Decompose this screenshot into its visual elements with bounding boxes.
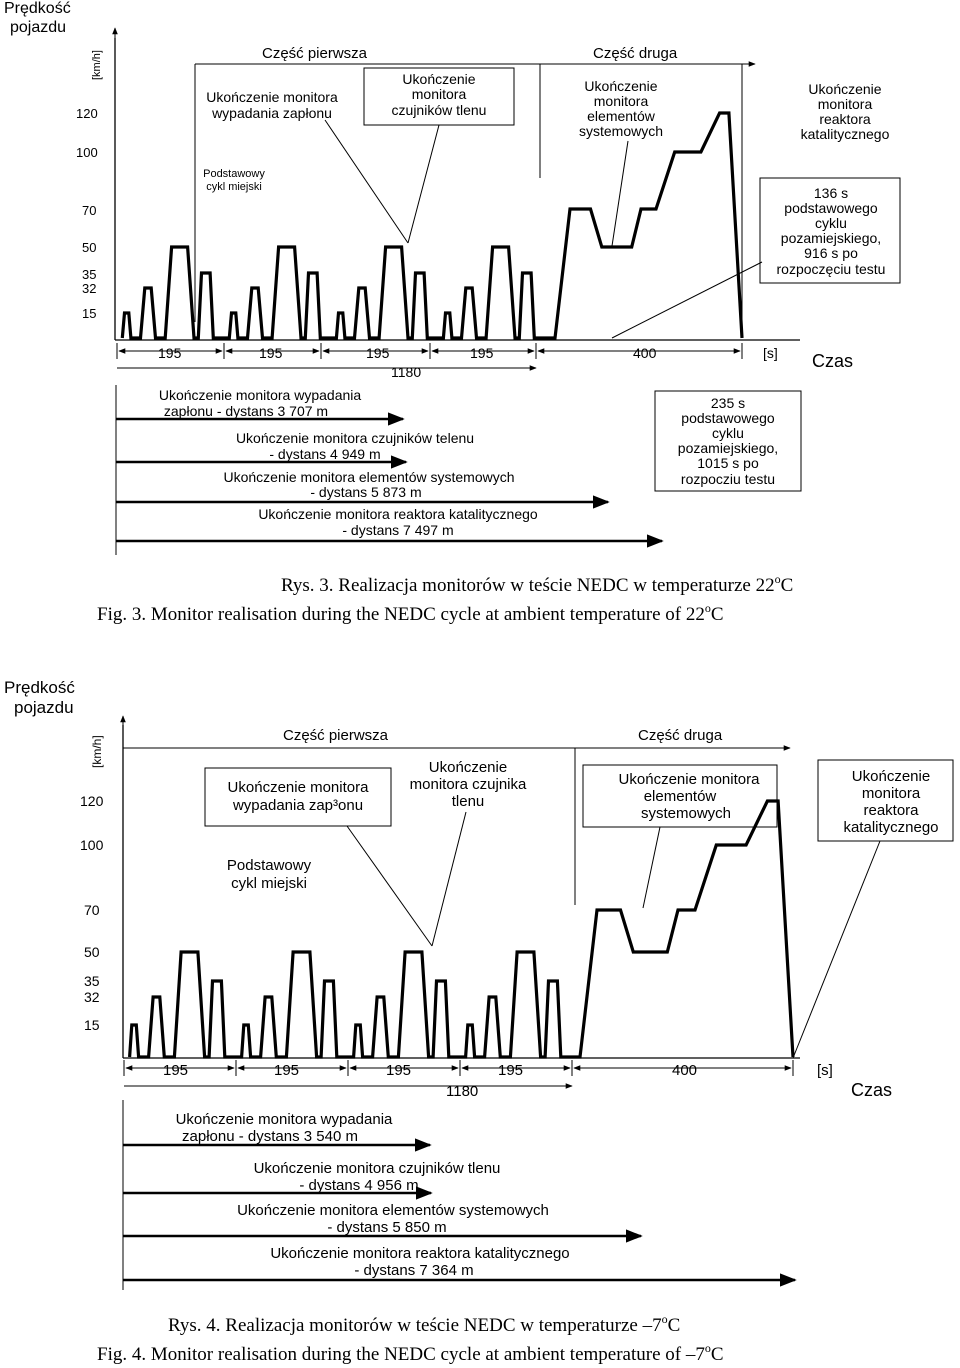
extra-urban-note-2	[678, 395, 778, 487]
catalyst-callout-line1: Ukończenie	[808, 81, 882, 97]
y-axis-title-line1: Prędkość	[4, 678, 75, 697]
distance-system-line1: Ukończenie monitora elementów systemowych	[237, 1202, 549, 1219]
distance-misfire-line2: zapłonu - dystans 3 707 m	[163, 403, 329, 419]
catalyst-callout-line2: monitora	[817, 96, 873, 112]
y-tick-labels	[76, 106, 98, 321]
y-tick-15: 15	[84, 1017, 100, 1033]
time-segments	[124, 1060, 892, 1100]
distance-oxygen-line2: - dystans 4 949 m	[269, 446, 381, 462]
distance-system-line1: Ukończenie monitora elementów systemowych	[223, 469, 515, 485]
distance-misfire-line1: Ukończenie monitora wypadania	[175, 1111, 393, 1128]
speed-trace	[130, 801, 793, 1057]
oxygen-leader	[432, 812, 466, 946]
distance-catalyst-line1: Ukończenie monitora reaktora katalitycznego	[270, 1245, 570, 1262]
part-two-label: Część druga	[638, 727, 723, 744]
distance-oxygen-line1: Ukończenie monitora czujników tlenu	[253, 1160, 501, 1177]
time-axis-title: Czas	[851, 1080, 893, 1100]
system-callout-line3: systemowych	[640, 805, 732, 822]
y-axis-unit: [km/h]	[91, 50, 103, 80]
catalyst-callout	[843, 768, 938, 836]
segment-label-5: 400	[672, 1062, 698, 1079]
total-duration-label: 1180	[391, 364, 422, 380]
distance-misfire-line2: zapłonu - dystans 3 540 m	[182, 1128, 358, 1145]
urban-cycle-line1: Podstawowy	[203, 168, 265, 180]
part-one-label: Część pierwsza	[283, 727, 389, 744]
segment-label-4: 195	[470, 345, 494, 361]
urban-cycle-line2: cykl miejski	[231, 875, 307, 892]
oxygen-callout-line1: Ukończenie	[428, 759, 508, 776]
distance-oxygen-line2: - dystans 4 956 m	[299, 1177, 419, 1194]
note-line1: 136 s	[813, 185, 849, 201]
y-axis-title-line1: Prędkość	[4, 0, 71, 17]
urban-cycle-callout	[227, 857, 312, 892]
y-tick-32: 32	[82, 281, 97, 296]
y-tick-32: 32	[84, 989, 100, 1005]
distance-misfire-line1: Ukończenie monitora wypadania	[158, 387, 362, 403]
misfire-callout	[206, 89, 338, 121]
segment-label-4: 195	[498, 1062, 524, 1079]
distance-catalyst-line2: - dystans 7 497 m	[342, 522, 454, 538]
system-callout	[579, 78, 663, 139]
catalyst-callout-line4: katalitycznego	[843, 819, 939, 836]
segment-label-5: 400	[633, 345, 657, 361]
distance-system-line2: - dystans 5 850 m	[327, 1219, 447, 1236]
y-tick-120: 120	[76, 106, 98, 121]
distance-oxygen-line1: Ukończenie monitora czujników telenu	[235, 430, 475, 446]
segment-label-3: 195	[366, 345, 390, 361]
oxygen-callout-line2: monitora	[411, 86, 467, 102]
system-callout-line3: elementów	[587, 108, 655, 124]
note-line5: 916 s po	[804, 245, 858, 261]
catalyst-callout-line1: Ukończenie	[851, 768, 931, 785]
note2-line6: rozpocziu testu	[680, 471, 776, 487]
catalyst-callout	[801, 81, 890, 142]
urban-cycle-line1: Podstawowy	[226, 857, 312, 874]
note2-line1: 235 s	[710, 395, 746, 411]
distance-system-line2: - dystans 5 873 m	[310, 484, 422, 500]
urban-cycle-callout	[203, 168, 265, 193]
extra-urban-note	[777, 185, 886, 277]
time-segments	[117, 343, 853, 380]
segment-label-1: 195	[158, 345, 182, 361]
caption-english: Fig. 3. Monitor realisation during the NEDC cycle at ambient temperature of 22$^o$C	[97, 601, 724, 625]
y-tick-70: 70	[84, 902, 100, 918]
misfire-callout	[228, 779, 370, 814]
y-tick-100: 100	[76, 145, 98, 160]
y-tick-50: 50	[84, 944, 100, 960]
distance-annotations	[123, 1100, 795, 1290]
system-callout-line2: monitora	[593, 93, 649, 109]
note-line6: rozpoczęciu testu	[776, 261, 886, 277]
catalyst-leader	[793, 841, 880, 1058]
catalyst-callout-line3: reaktora	[863, 802, 919, 819]
segment-label-3: 195	[386, 1062, 412, 1079]
y-tick-15: 15	[82, 306, 97, 321]
y-axis-title-line2: pojazdu	[10, 19, 67, 36]
figure-4-diagram	[4, 678, 953, 1365]
total-duration-label: 1180	[446, 1083, 479, 1100]
urban-cycle-line2: cykl miejski	[206, 181, 262, 193]
segment-label-2: 195	[274, 1062, 300, 1079]
note2-line4: pozamiejskiego,	[677, 440, 779, 456]
catalyst-callout-line4: katalitycznego	[800, 126, 890, 142]
time-axis-title: Czas	[812, 351, 854, 371]
time-unit-label: [s]	[817, 1062, 833, 1079]
time-unit-label: [s]	[763, 345, 778, 361]
note2-line5: 1015 s po	[697, 455, 759, 471]
system-leader	[643, 827, 660, 908]
y-tick-35: 35	[84, 973, 100, 989]
note2-line2: podstawowego	[681, 410, 775, 426]
speed-trace-line	[122, 113, 742, 338]
caption-english: Fig. 4. Monitor realisation during the NEDC cycle at ambient temperature of –7$^o$C	[97, 1341, 724, 1365]
oxygen-callout-line1: Ukończenie	[402, 71, 476, 87]
misfire-leader	[325, 120, 408, 243]
oxygen-callout	[392, 71, 487, 118]
distance-catalyst-line1: Ukończenie monitora reaktora katalitycznego	[258, 506, 538, 522]
distance-catalyst-line2: - dystans 7 364 m	[354, 1262, 474, 1279]
system-leader	[612, 141, 628, 246]
oxygen-leader	[408, 125, 439, 243]
y-axis-unit: [km/h]	[90, 735, 104, 768]
note-line3: cyklu	[815, 215, 847, 231]
part-two-label: Część druga	[593, 45, 678, 62]
misfire-callout-line2: wypadania zap³onu	[232, 797, 364, 814]
y-axis-title-line2: pojazdu	[14, 698, 74, 717]
note-line4: pozamiejskiego,	[780, 230, 882, 246]
oxygen-callout-line3: tlenu	[451, 793, 485, 810]
catalyst-callout-line3: reaktora	[819, 111, 871, 127]
y-tick-50: 50	[82, 240, 97, 255]
y-tick-70: 70	[82, 203, 97, 218]
y-tick-35: 35	[82, 267, 97, 282]
y-tick-120: 120	[80, 793, 104, 809]
note2-line3: cyklu	[712, 425, 744, 441]
segment-label-2: 195	[259, 345, 283, 361]
system-callout-line4: systemowych	[578, 123, 664, 139]
figure-3-diagram	[4, 0, 900, 625]
misfire-leader	[347, 826, 432, 946]
part-one-label: Część pierwsza	[262, 45, 368, 62]
oxygen-callout-line3: czujników tlenu	[391, 102, 487, 118]
note-line2: podstawowego	[784, 200, 878, 216]
misfire-callout-line2: wypadania zapłonu	[212, 105, 332, 121]
oxygen-callout-line2: monitora czujnika	[409, 776, 527, 793]
distance-annotations	[116, 385, 662, 555]
caption-polish: Rys. 3. Realizacja monitorów w teście NEDC w temperaturze 22$^o$C	[281, 572, 794, 596]
catalyst-callout-line2: monitora	[861, 785, 921, 802]
oxygen-callout	[410, 759, 527, 810]
misfire-callout-line1: Ukończenie monitora	[227, 779, 369, 796]
system-callout-line1: Ukończenie monitora	[618, 771, 760, 788]
caption-polish: Rys. 4. Realizacja monitorów w teście NEDC w temperaturze –7$^o$C	[168, 1312, 681, 1336]
speed-trace	[122, 113, 742, 338]
system-callout-line1: Ukończenie	[584, 78, 658, 94]
y-tick-100: 100	[80, 837, 104, 853]
system-callout	[619, 771, 761, 822]
y-tick-labels	[80, 793, 104, 1033]
misfire-callout-line1: Ukończenie monitora	[206, 89, 338, 105]
system-callout-line2: elementów	[643, 788, 717, 805]
segment-label-1: 195	[163, 1062, 189, 1079]
speed-trace-line	[130, 801, 793, 1057]
